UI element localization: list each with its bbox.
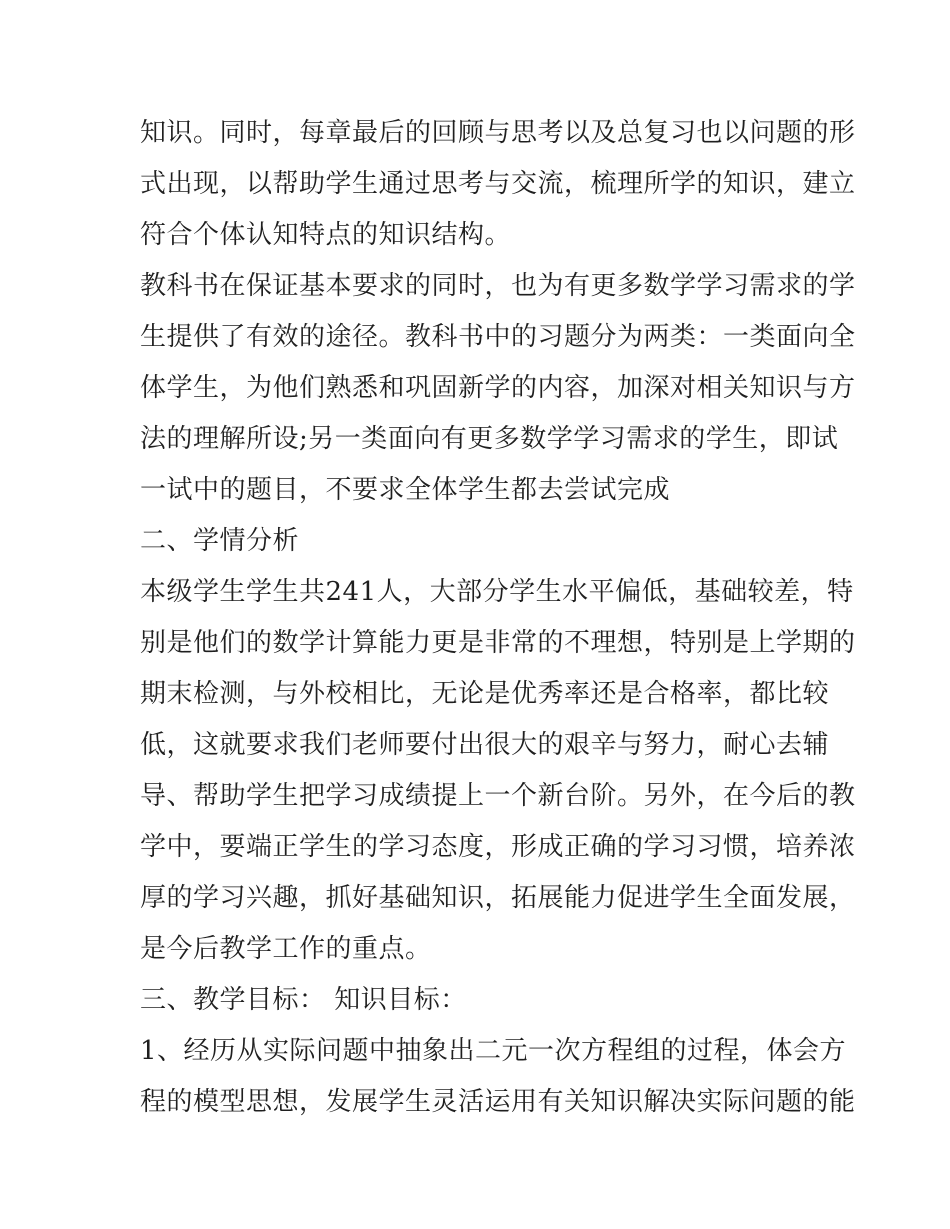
text-line: 知识。同时，每章最后的回顾与思考以及总复习也以问题的形 (140, 118, 856, 148)
text-line: 别是他们的数学计算能力更是非常的不理想，特别是上学期的 (140, 628, 856, 658)
text-line: 学中，要端正学生的学习态度，形成正确的学习习惯，培养浓 (140, 832, 856, 862)
section-heading: 二、学情分析 (140, 526, 300, 556)
text-line: 式出现，以帮助学生通过思考与交流，梳理所学的知识，建立 (140, 169, 856, 199)
document-body (140, 108, 856, 1128)
text-line: 生提供了有效的途径。教科书中的习题分为两类：一类面向全 (140, 322, 856, 352)
text-line: 程的模型思想，发展学生灵活运用有关知识解决实际问题的能 (140, 1087, 856, 1117)
text-line: 厚的学习兴趣，抓好基础知识，拓展能力促进学生全面发展， (140, 883, 856, 913)
text-line: 体学生，为他们熟悉和巩固新学的内容，加深对相关知识与方 (140, 373, 856, 403)
text-line: 1、经历从实际问题中抽象出二元一次方程组的过程，体会方 (140, 1036, 847, 1066)
text-line: 是今后教学工作的重点。 (140, 934, 432, 964)
text-line: 一试中的题目，不要求全体学生都去尝试完成 (140, 475, 671, 505)
section-heading: 三、教学目标： 知识目标： (140, 985, 467, 1015)
text-line: 导、帮助学生把学习成绩提上一个新台阶。另外，在今后的教 (140, 781, 856, 811)
text-line: 低，这就要求我们老师要付出很大的艰辛与努力，耐心去辅 (140, 730, 830, 760)
text-line: 教科书在保证基本要求的同时，也为有更多数学学习需求的学 (140, 271, 856, 301)
text-line: 本级学生学生共241人，大部分学生水平偏低，基础较差，特 (140, 577, 854, 607)
text-line: 符合个体认知特点的知识结构。 (140, 220, 512, 250)
text-line: 期末检测，与外校相比，无论是优秀率还是合格率，都比较 (140, 679, 830, 709)
text-line: 法的理解所设;另一类面向有更多数学学习需求的学生，即试 (140, 424, 839, 454)
